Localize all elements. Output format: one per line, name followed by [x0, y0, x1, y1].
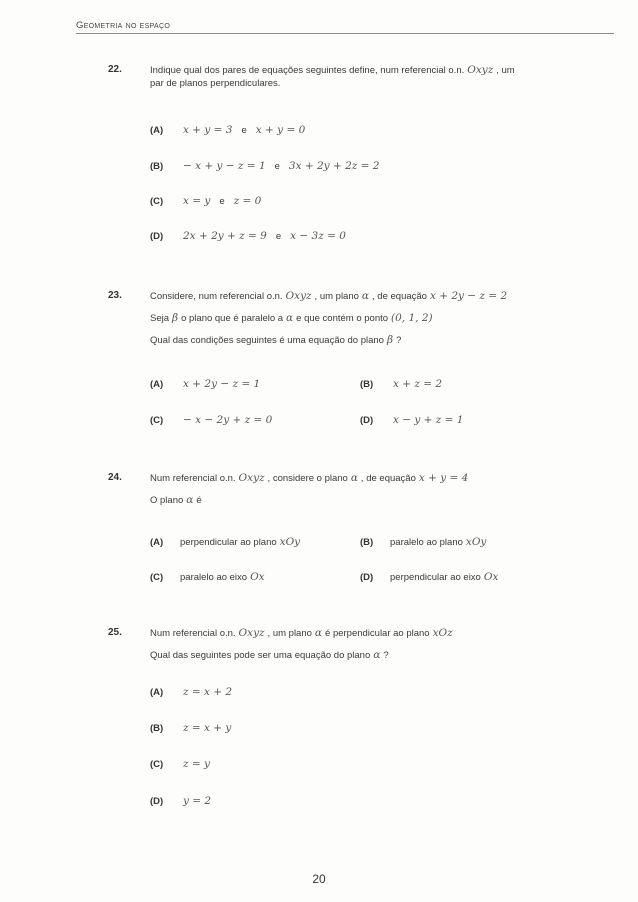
q23-option-d: (D) x − y + z = 1	[360, 414, 464, 426]
q24-option-d: (D) perpendicular ao eixo Ox	[360, 571, 499, 583]
page-number: 20	[312, 872, 326, 886]
q24-option-c: (C) paralelo ao eixo Ox	[150, 571, 265, 583]
q25-option-d: (D) y = 2	[150, 795, 212, 807]
q23-option-a: (A) x + 2y − z = 1	[150, 378, 261, 390]
q24-option-b: (B) paralelo ao plano xOy	[360, 536, 487, 548]
q23-option-b: (B) x + z = 2	[360, 378, 443, 390]
question-text: Num referencial o.n. Oxyz , um plano α é perpendicular ao plano xOz Qual das seguintes pode ser uma equação do plano α ?	[150, 627, 453, 661]
question-number: 24.	[108, 472, 122, 483]
question-25	[108, 627, 618, 668]
question-number: 22.	[108, 64, 122, 75]
question-text: Num referencial o.n. Oxyz , considere o plano α , de equação x + y = 4 O plano α é	[150, 472, 469, 506]
question-text: Considere, num referencial o.n. Oxyz , um plano α , de equação x + 2y − z = 2 Seja β o plano que é paralelo a α e que contém o ponto (0, 1, 2) Qual das condições seguintes é uma equação do plano β ?	[150, 290, 508, 346]
question-22	[108, 64, 618, 96]
q22-option-a: (A) x + y = 3 e x + y = 0	[150, 124, 306, 136]
q24-option-a: (A) perpendicular ao plano xOy	[150, 536, 301, 548]
running-header: Geometria no espaço	[76, 20, 614, 34]
question-23	[108, 290, 618, 353]
question-number: 25.	[108, 627, 122, 638]
q22-option-c: (C) x = y e z = 0	[150, 195, 262, 207]
q22-option-d: (D) 2x + 2y + z = 9 e x − 3z = 0	[150, 230, 346, 242]
question-number: 23.	[108, 290, 122, 301]
q25-option-c: (C) z = y	[150, 758, 210, 770]
q23-option-c: (C) − x − 2y + z = 0	[150, 414, 273, 426]
q25-option-b: (B) z = x + y	[150, 722, 232, 734]
q22-option-b: (B) − x + y − z = 1 e 3x + 2y + 2z = 2	[150, 160, 380, 172]
question-text: Indique qual dos pares de equações seguintes define, num referencial o.n. Oxyz , um par de planos perpendiculares.	[150, 64, 515, 89]
q25-option-a: (A) z = x + 2	[150, 686, 233, 698]
question-24	[108, 472, 618, 513]
